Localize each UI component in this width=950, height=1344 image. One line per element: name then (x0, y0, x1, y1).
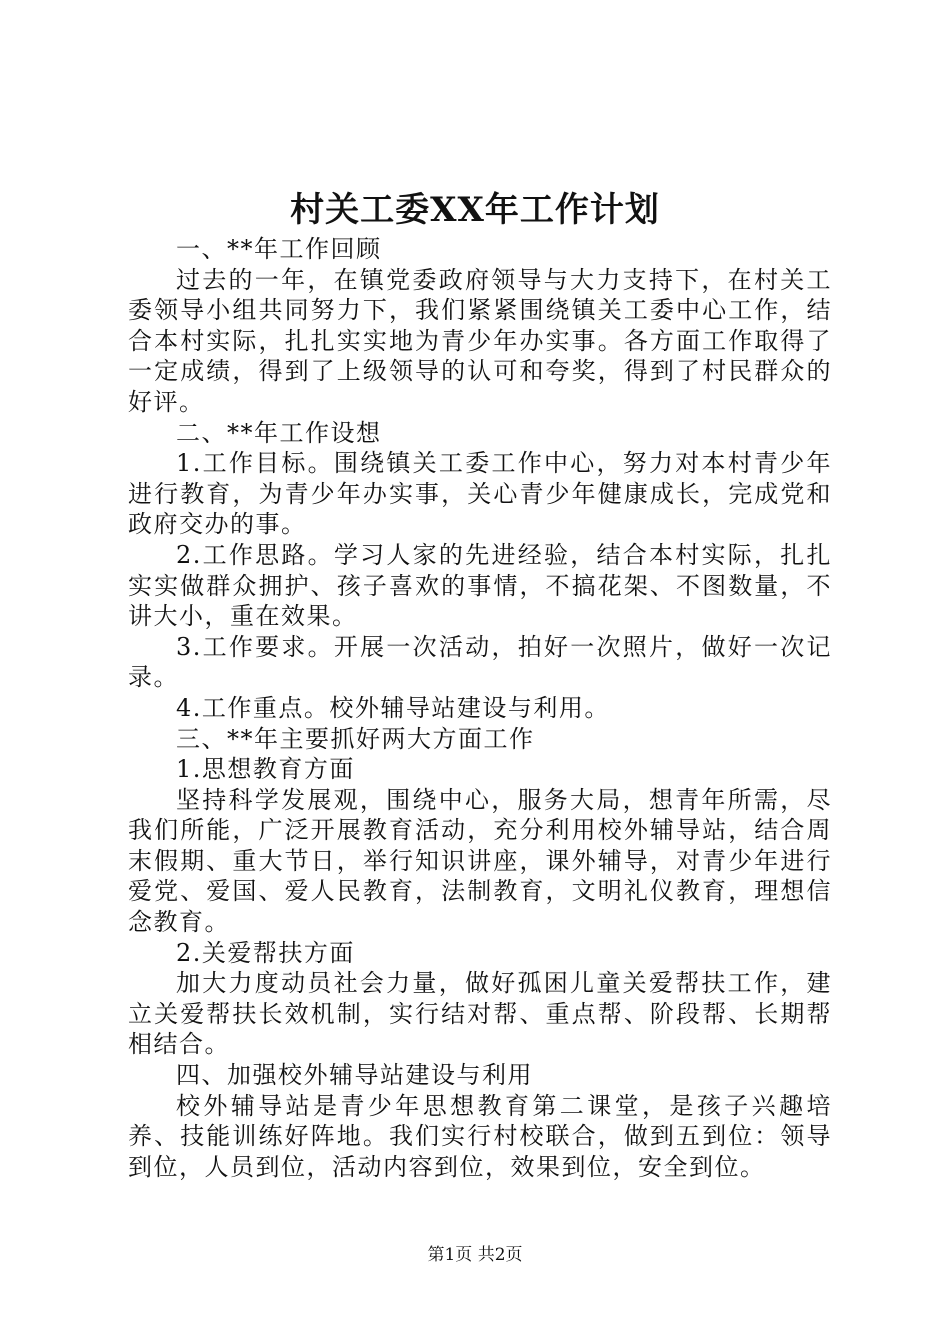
paragraph: 坚持科学发展观，围绕中心，服务大局，想青年所需，尽我们所能，广泛开展教育活动，充分利用校外辅导站，结合周末假期、重大节日，举行知识讲座，课外辅导，对青少年进行爱党、爱国、爱人民教育，法制教育，文明礼仪教育，理想信念教育。 (128, 785, 832, 937)
section-heading: 三、**年主要抓好两大方面工作 (176, 724, 535, 753)
section-heading: 二、**年工作设想 (176, 418, 382, 447)
section-heading: 一、**年工作回顾 (176, 235, 382, 263)
paragraph: 3.工作要求。开展一次活动，拍好一次照片，做好一次记录。 (128, 632, 832, 692)
subsection-heading: 1.思想教育方面 (176, 755, 355, 784)
section-heading: 四、加强校外辅导站建设与利用 (176, 1061, 533, 1090)
paragraph: 校外辅导站是青少年思想教育第二课堂，是孩子兴趣培养、技能训练好阵地。我们实行村校联合，做到五到位：领导到位，人员到位，活动内容到位，效果到位，安全到位。 (128, 1091, 832, 1181)
document-title: 村关工委XX年工作计划 (290, 190, 660, 230)
paragraph: 2.工作思路。学习人家的先进经验，结合本村实际，扎扎实实做群众拥护、孩子喜欢的事情，不搞花架、不图数量，不讲大小，重在效果。 (128, 540, 832, 631)
paragraph: 加大力度动员社会力量，做好孤困儿童关爱帮扶工作，建立关爱帮扶长效机制，实行结对帮、重点帮、阶段帮、长期帮相结合。 (128, 969, 832, 1059)
paragraph: 1.工作目标。围绕镇关工委工作中心，努力对本村青少年进行教育，为青少年办实事，关心青少年健康成长，完成党和政府交办的事。 (128, 449, 832, 539)
subsection-heading: 2.关爱帮扶方面 (176, 938, 355, 967)
page-footer: 第1页 共2页 (427, 1245, 523, 1265)
paragraph: 过去的一年，在镇党委政府领导与大力支持下，在村关工委领导小组共同努力下，我们紧紧围绕镇关工委中心工作，结合本村实际，扎扎实实地为青少年办实事。各方面工作取得了一定成绩，得到了上级领导的认可和夸奖，得到了村民群众的好评。 (128, 265, 832, 416)
paragraph: 4.工作重点。校外辅导站建设与利用。 (176, 693, 610, 722)
document-body (128, 234, 832, 1182)
